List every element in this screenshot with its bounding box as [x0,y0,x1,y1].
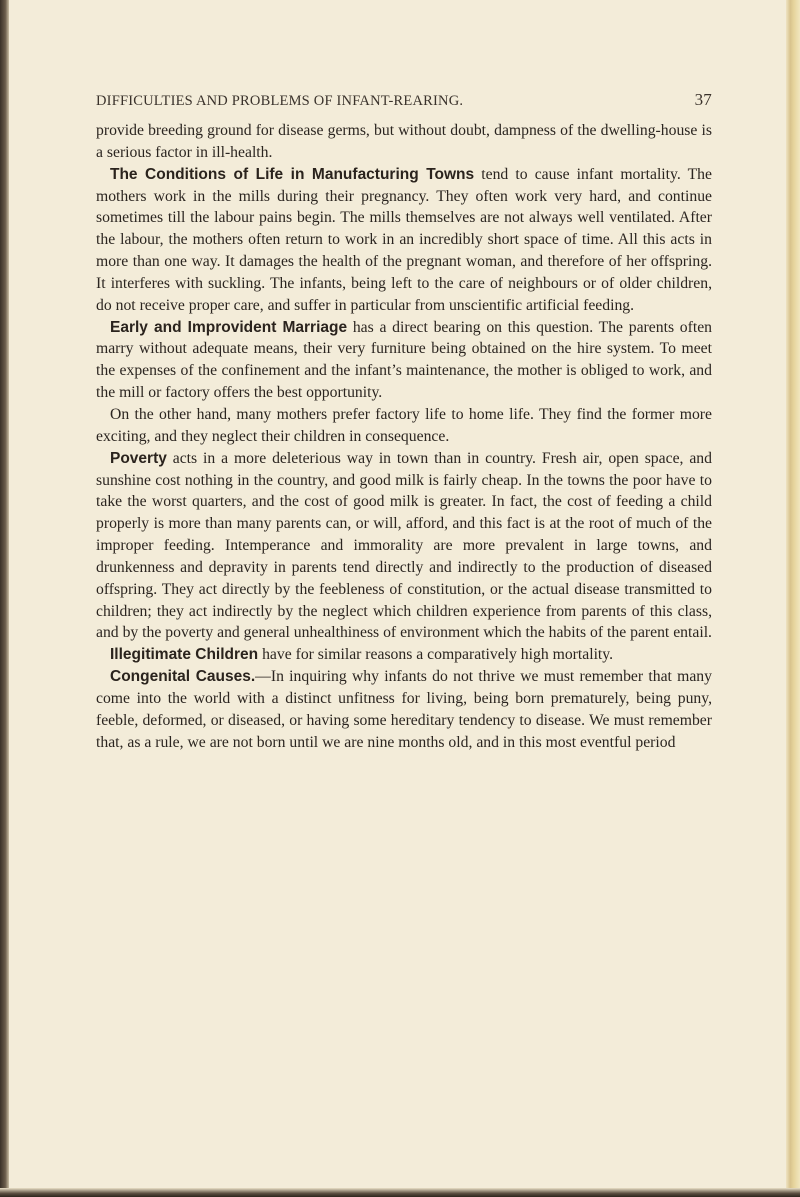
section-heading: Poverty [110,449,167,467]
section-heading: Early and Improvident Marriage [110,318,348,336]
page-binding-edge [0,0,9,1197]
paragraph-text: has a direct bearing on this question. The parents often marry without adequate means, their very furniture being obtained on the hire system. To meet the expenses of the confinement and the infant’s maintenance, the mother is obliged to work, and the mill or factory offers the best opportunity. [96,318,712,402]
page-bottom-edge [0,1188,800,1197]
paragraph-illegitimate-children [96,644,712,666]
paragraph-text: On the other hand, many mothers prefer factory life to home life. They find the former more exciting, and they neglect their children in consequence. [96,405,712,445]
paragraph-text: have for similar reasons a comparatively high mortality. [258,646,614,664]
paragraph-factory-life [96,404,712,448]
running-title: DIFFICULTIES AND PROBLEMS OF INFANT-REARING. [96,93,464,109]
paragraph-poverty [96,448,712,645]
paragraph-continuation [96,120,712,164]
body-text [96,120,712,753]
paragraph-text: tend to cause infant mortality. The mothers work in the mills during their pregnancy. They often work very hard, and continue sometimes till the labour pains begin. The mills themselves are not always well ventilated. After the labour, the mothers often return to work in an incredibly short space of time. All this acts in more than one way. It damages the health of the pregnant woman, and therefore of her offspring. It interferes with suckling. The infants, being left to the care of neighbours or of older children, do not receive proper care, and suffer in particular from unscientific artificial feeding. [96,165,712,314]
section-heading: Illegitimate Children [110,646,259,664]
paragraph-congenital-causes [96,666,712,753]
paragraph-text: —In inquiring why infants do not thrive we must remember that many come into the world with a distinct unfitness for living, being born prematurely, being puny, feeble, deformed, or diseased, or having some hereditary tendency to disease. We must remember that, as a rule, we are not born until we are nine months old, and in this most eventful period [96,668,712,751]
paragraph-text: provide breeding ground for disease germs, but without doubt, dampness of the dwelling-house is a serious factor in ill-health. [96,122,712,161]
paragraph-early-marriage [96,317,712,404]
section-heading: The Conditions of Life in Manufacturing Towns [110,165,475,183]
paragraph-text: acts in a more deleterious way in town than in country. Fresh air, open space, and sunshine cost nothing in the country, and good milk is fairly cheap. In the towns the poor have to take the worst quarters, and the cost of good milk is greater. In fact, the cost of feeding a child properly is more than many parents can, or will, afford, and this fact is at the root of much of the improper feeding. Intemperance and immorality are more prevalent in large towns, and drunkenness and depravity in parents tend directly and indirectly to the production of diseased offspring. They act directly by the feebleness of constitution, or the actual disease transmitted to children; they act indirectly by the neglect which children experience from parents of this class, and by the poverty and general unhealthiness of environment which the habits of the parent entail. [96,449,712,642]
page-number: 37 [694,90,712,109]
section-heading: Congenital Causes. [110,668,256,686]
page-fore-edge [786,0,800,1197]
paragraph-manufacturing-towns [96,164,712,317]
